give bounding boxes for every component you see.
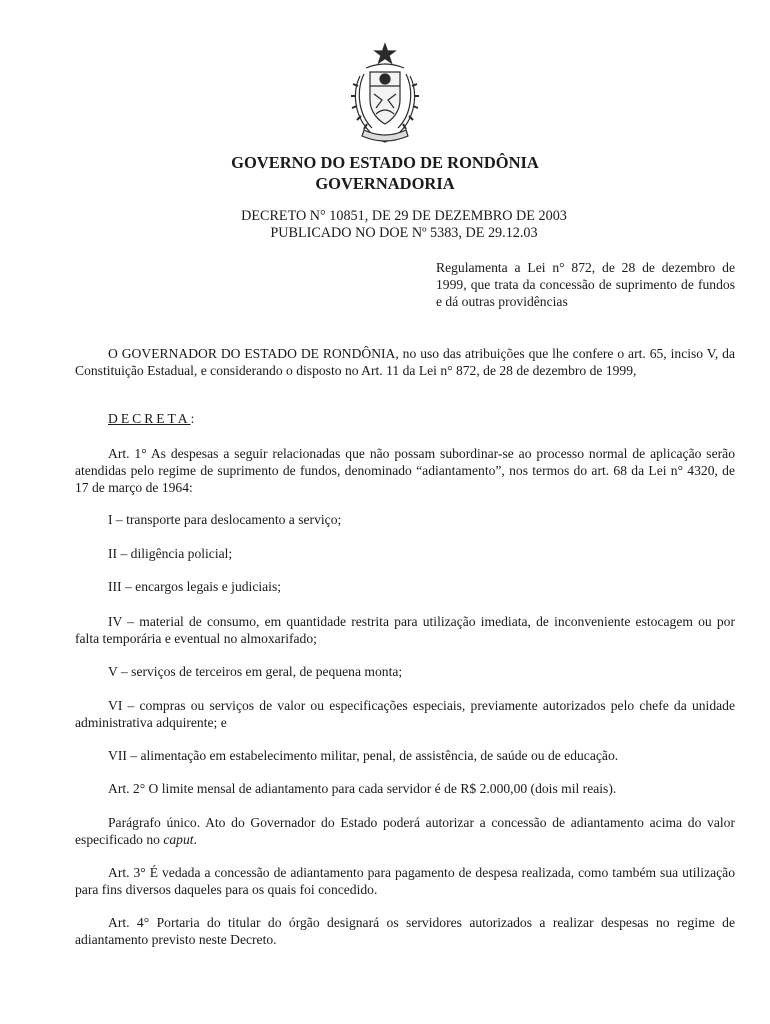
decreta-word: DECRETA — [108, 411, 191, 426]
government-title: GOVERNO DO ESTADO DE RONDÔNIA — [231, 153, 539, 172]
decreta-colon: : — [190, 411, 195, 426]
preamble-paragraph: O GOVERNADOR DO ESTADO DE RONDÔNIA, no uso das atribuições que lhe confere o art. 65, inciso V, da Constituição Estadual, e considerando o disposto no Art. 11 da Lei n° 872, de 28 de dezembro de 1999, — [75, 346, 735, 378]
item-2: II – diligência policial; — [108, 546, 233, 561]
decreta-line — [75, 410, 735, 427]
item-4: IV – material de consumo, em quantidade restrita para utilização imediata, de inconveniente estocagem ou por falta temporária e eventual no almoxarifado; — [75, 614, 735, 646]
article-1: Art. 1° As despesas a seguir relacionadas que não possam subordinar-se ao processo normal de aplicação serão atendidas pelo regime de suprimento de fundos, denominado “adiantamento”, nos termos do art. 68 da Lei n° 4320, de 17 de março de 1964: — [75, 446, 735, 495]
article-3: Art. 3° É vedada a concessão de adiantamento para pagamento de despesa realizada, como também sua utilização para fins diversos daqueles para os quais foi concedido. — [75, 865, 735, 897]
item-5: V – serviços de terceiros em geral, de pequena monta; — [108, 664, 403, 679]
ementa-summary: Regulamenta a Lei n° 872, de 28 de dezembro de 1999, que trata da concessão de suprimento de fundos e dá outras providências — [436, 260, 735, 309]
item-3: III – encargos legais e judiciais; — [108, 579, 282, 594]
item-7: VII – alimentação em estabelecimento militar, penal, de assistência, de saúde ou de educação. — [108, 748, 619, 763]
article-2: Art. 2° O limite mensal de adiantamento para cada servidor é de R$ 2.000,00 (dois mil reais). — [108, 781, 617, 796]
decree-title: DECRETO N° 10851, DE 29 DE DEZEMBRO DE 2003 — [241, 208, 567, 224]
article-4: Art. 4° Portaria do titular do órgão designará os servidores autorizados a realizar despesas no regime de adiantamento previsto neste Decreto. — [75, 915, 735, 947]
governadoria-title: GOVERNADORIA — [315, 174, 455, 193]
paragrafo-unico-end: . — [193, 832, 197, 847]
paragrafo-unico-text: Parágrafo único. Ato do Governador do Estado poderá autorizar a concessão de adiantamento acima do valor especificado no — [75, 815, 735, 847]
paragrafo-unico — [75, 814, 735, 848]
item-1: I – transporte para deslocamento a serviço; — [108, 512, 342, 527]
decree-publication: PUBLICADO NO DOE Nº 5383, DE 29.12.03 — [270, 225, 538, 241]
caput-term: caput — [163, 832, 194, 847]
state-coat-of-arms-icon — [346, 42, 424, 146]
item-6: VI – compras ou serviços de valor ou especificações especiais, previamente autorizados pelo chefe da unidade administrativa adquirente; e — [75, 698, 735, 730]
